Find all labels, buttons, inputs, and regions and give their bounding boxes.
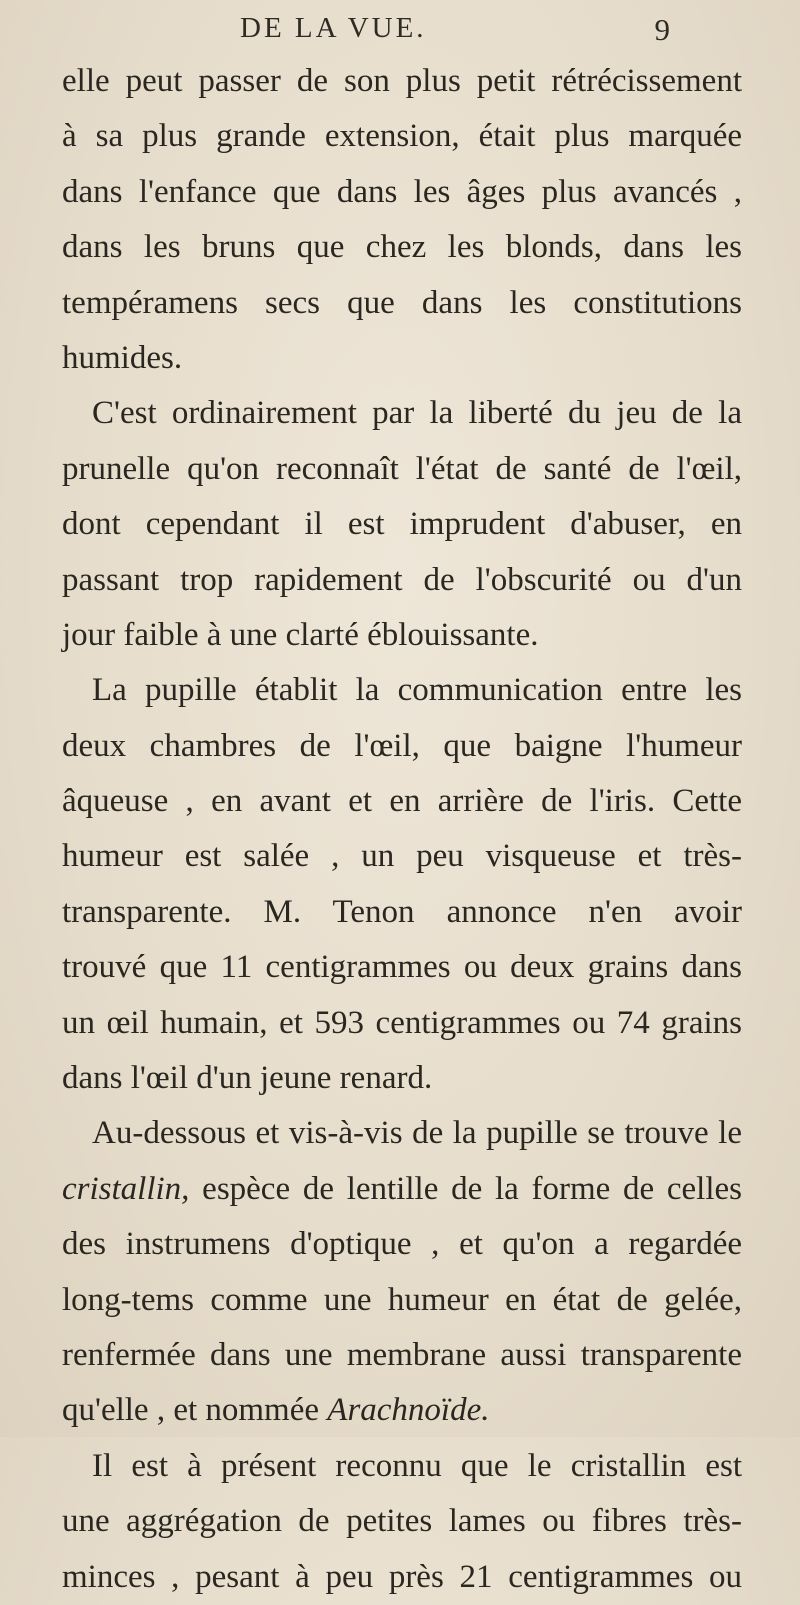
text-line-with-italic [62, 1383, 742, 1438]
running-head: DE LA VUE. [240, 12, 427, 44]
text-line: une aggrégation de petites lames ou fibres très- [62, 1503, 742, 1540]
text-line: Au-dessous et vis-à-vis de la pupille se trouve le [92, 1115, 742, 1152]
italic-term: Arachnoïde. [327, 1392, 490, 1429]
text-line: dont cependant il est imprudent d'abuser, en [62, 506, 742, 543]
text-line: deux chambres de l'œil, que baigne l'humeur [62, 727, 742, 764]
text-line: Il est à présent reconnu que le cristallin est [92, 1447, 742, 1484]
text-line: passant trop rapidement de l'obscurité ou d'un [62, 561, 742, 598]
text-line: dans l'œil d'un jeune renard. [62, 1060, 433, 1097]
body-text [62, 54, 742, 1605]
text-fragment: qu'elle , et nommée [62, 1392, 320, 1429]
text-fragment: espèce de lentille de la forme de celles [202, 1170, 742, 1207]
text-line: long-tems comme une humeur en état de gelée, [62, 1281, 742, 1318]
text-line: prunelle qu'on reconnaît l'état de santé de l'œil, [62, 450, 742, 487]
text-line: transparente. M. Tenon annonce n'en avoir [62, 893, 742, 930]
page-number: 9 [654, 12, 670, 47]
text-line: un œil humain, et 593 centigrammes ou 74 grains [62, 1004, 742, 1041]
text-line: dans l'enfance que dans les âges plus avancés , [62, 173, 742, 210]
page-header [240, 12, 670, 52]
text-line: dans les bruns que chez les blonds, dans les [62, 229, 742, 266]
text-line: à sa plus grande extension, était plus marquée [62, 118, 742, 155]
text-line: jour faible à une clarté éblouissante. [62, 616, 539, 653]
text-line: humeur est salée , un peu visqueuse et très- [62, 838, 742, 875]
italic-term: cristallin, [62, 1170, 190, 1207]
text-line: La pupille établit la communication entre les [92, 672, 742, 709]
text-line: tempéramens secs que dans les constitutions [62, 284, 742, 321]
text-line: trouvé que 11 centigrammes ou deux grains dans [62, 949, 742, 986]
text-line: renfermée dans une membrane aussi transparente [62, 1336, 742, 1373]
text-line: minces , pesant à peu près 21 centigrammes ou [62, 1558, 742, 1595]
text-line: elle peut passer de son plus petit rétrécissement [62, 63, 742, 99]
text-line: âqueuse , en avant et en arrière de l'iris. Cette [62, 783, 742, 820]
text-line: des instrumens d'optique , et qu'on a regardée [62, 1226, 742, 1263]
text-line: C'est ordinairement par la liberté du jeu de la [92, 395, 742, 432]
text-line-with-italic [62, 1162, 742, 1217]
text-line: humides. [62, 339, 183, 376]
